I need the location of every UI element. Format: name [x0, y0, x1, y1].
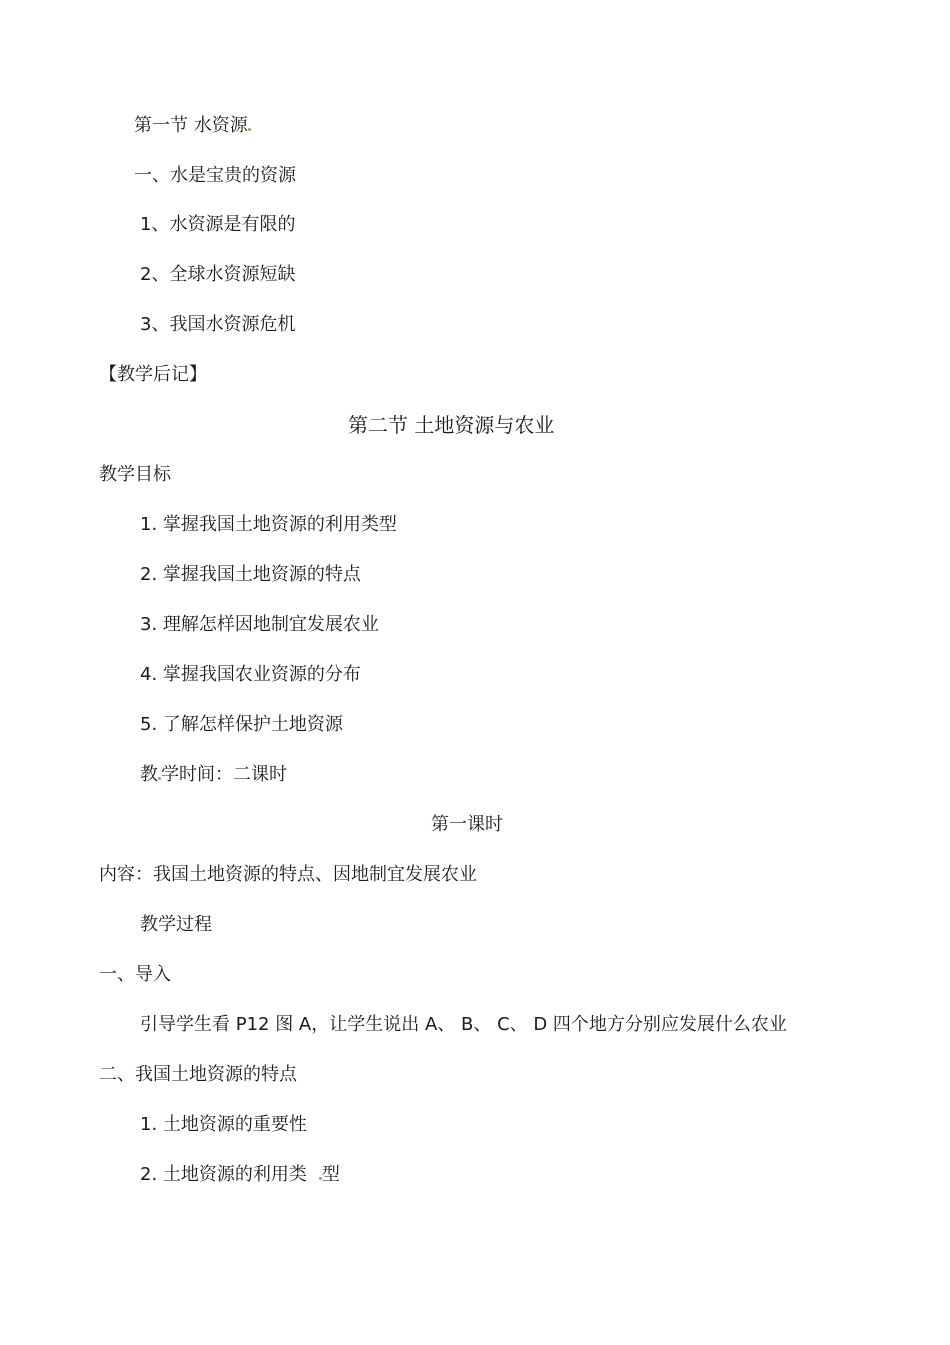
feature-2-part-b: 型 — [321, 1164, 340, 1185]
features-heading: 二、我国土地资源的特点 — [99, 1064, 297, 1085]
feature-1: 1. 土地资源的重要性 — [140, 1114, 307, 1135]
speck-mark — [248, 128, 251, 131]
objectives-heading: 教学目标 — [99, 464, 171, 485]
intro-heading: 一、导入 — [99, 964, 171, 985]
intro-text: 引导学生看 P12 图 A，让学生说出 A、 B、 C、 D 四个地方分别应发展什么农业 — [140, 1014, 787, 1035]
section1-title-text: 第一节 水资源 — [134, 115, 248, 136]
teaching-time-part-a: 教 — [140, 764, 158, 785]
s1-heading: 一、水是宝贵的资源 — [134, 165, 296, 186]
objective-3: 3. 理解怎样因地制宜发展农业 — [140, 614, 379, 635]
s1-item-3: 3、我国水资源危机 — [140, 314, 296, 335]
section1-title — [134, 114, 251, 138]
objective-1: 1. 掌握我国土地资源的利用类型 — [140, 514, 397, 535]
lesson1-title: 第一课时 — [431, 814, 503, 835]
s1-item-1: 1、水资源是有限的 — [140, 214, 296, 235]
content-line: 内容：我国土地资源的特点、因地制宜发展农业 — [99, 864, 477, 885]
s1-item-2: 2、全球水资源短缺 — [140, 264, 296, 285]
objective-5: 5. 了解怎样保护土地资源 — [140, 714, 343, 735]
objective-4: 4. 掌握我国农业资源的分布 — [140, 664, 361, 685]
feature-2-part-a: 2. 土地资源的利用类 — [140, 1164, 307, 1185]
process-heading: 教学过程 — [140, 914, 212, 935]
postscript-label: 【教学后记】 — [99, 364, 207, 385]
section2-title: 第二节 土地资源与农业 — [348, 413, 555, 437]
objective-2: 2. 掌握我国土地资源的特点 — [140, 564, 361, 585]
teaching-time — [140, 763, 287, 787]
teaching-time-part-b: 学时间：二课时 — [161, 764, 287, 785]
feature-2 — [140, 1163, 340, 1187]
